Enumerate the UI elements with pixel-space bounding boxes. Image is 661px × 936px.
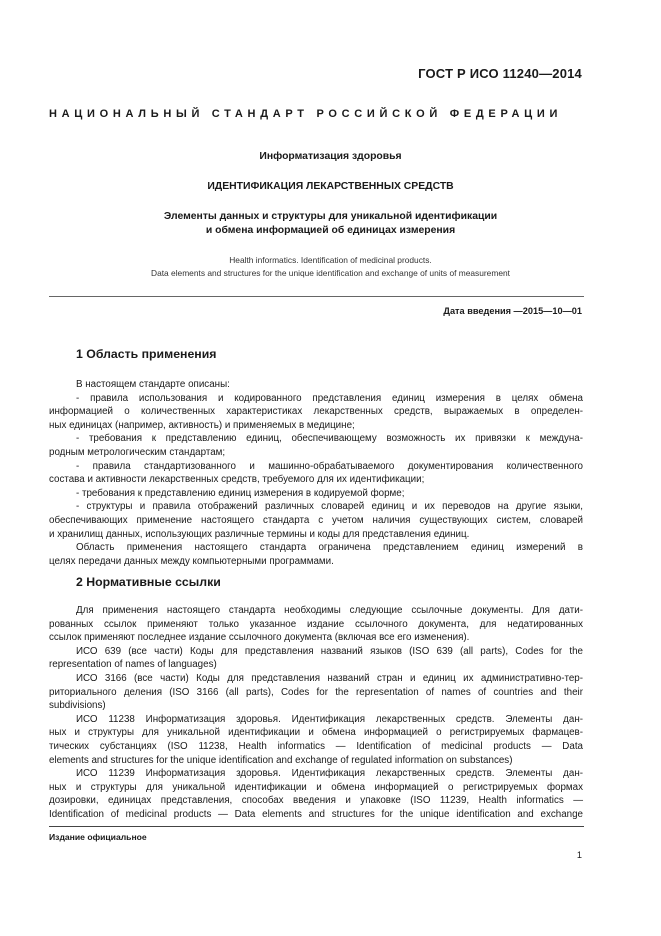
text-line: ИСО 11239 Информатизация здоровья. Идентификация лекарственных средств. Элементы дан- bbox=[76, 768, 583, 780]
section-1-heading: 1 Область применения bbox=[76, 347, 217, 361]
text-line: дозировки, единицах представления, способах введения и упаковке (ISO 11239, Health informatics — bbox=[49, 795, 583, 807]
edition-label: Издание официальное bbox=[49, 832, 147, 842]
subtitle-line: и обмена информацией об единицах измерения bbox=[205, 225, 456, 236]
standard-code: ГОСТ Р ИСО 11240—2014 bbox=[418, 66, 582, 81]
text-line: - требования к представлению единиц, обеспечивающему возможность их привязки к междуна- bbox=[76, 433, 583, 445]
text-line: родным метрологическим стандартам; bbox=[49, 446, 226, 458]
text-line: состава и активности лекарственных средств, требуемого для их идентификации; bbox=[49, 474, 425, 486]
english-title-line: Data elements and structures for the unique identification and exchange of units of measurement bbox=[151, 268, 510, 278]
text-line: Для применения настоящего стандарта необходимы следующие ссылочные документы. Для дати- bbox=[76, 605, 583, 616]
header-divider bbox=[49, 296, 584, 297]
text-line: elements and structures for the unique identification and exchange of regulated information on substances) bbox=[49, 754, 513, 766]
national-standard-banner: НАЦИОНАЛЬНЫЙ СТАНДАРТ РОССИЙСКОЙ ФЕДЕРАЦИИ bbox=[49, 108, 563, 120]
text-line: целях передачи данных между компьютерными программами. bbox=[49, 555, 334, 567]
text-line: тических субстанциях (ISO 11238, Health informatics — Identification of medicinal products — Data bbox=[49, 740, 583, 752]
text-line: ИСО 11238 Информатизация здоровья. Идентификация лекарственных средств. Элементы дан- bbox=[76, 713, 583, 725]
title-english bbox=[0, 254, 661, 280]
text-line: subdivisions) bbox=[49, 700, 106, 712]
text-line: ссылок применяют последнее издание ссылочного документа (включая все его изменения). bbox=[49, 632, 470, 644]
text-line: ИСО 639 (все части) Коды для представления названий языков (ISO 639 (all parts), Codes for the bbox=[76, 645, 583, 657]
text-line: ных единицах (например, активность) и применяемых в медицине; bbox=[49, 419, 355, 431]
text-line: рованных ссылок применяют только указанное издание ссылочного документа, для недатированных bbox=[49, 618, 583, 630]
text-line: ИСО 3166 (все части) Коды для представления названий стран и единиц их административно-тер- bbox=[76, 672, 583, 684]
introduction-date: Дата введения —2015—10—01 bbox=[443, 306, 582, 316]
text-line: риториального деления (ISO 3166 (all parts), Codes for the representation of names of countries and their bbox=[49, 686, 583, 698]
title-group: Информатизация здоровья bbox=[259, 151, 402, 162]
text-line: и хранилищ данных, использующих различные термины и коды для представления единиц. bbox=[49, 528, 470, 540]
text-line: - правила стандартизованного и машинно-обрабатываемого документирования количественного bbox=[76, 460, 583, 472]
text-line: ных и структуры для уникальной идентификации и обмена информацией о регистрируемых фармацев- bbox=[49, 727, 583, 739]
section-2-body bbox=[49, 604, 583, 822]
subtitle-line: Элементы данных и структуры для уникальной идентификации bbox=[163, 211, 498, 222]
section-1-body bbox=[49, 378, 583, 568]
text-line: ных и структуры для уникальной идентификации и обмена информацией о регистрируемых формах bbox=[49, 781, 583, 793]
title-main: ИДЕНТИФИКАЦИЯ ЛЕКАРСТВЕННЫХ СРЕДСТВ bbox=[207, 181, 454, 192]
english-title-line: Health informatics. Identification of medicinal products. bbox=[229, 255, 432, 265]
text-line: - требования к представлению единиц измерения в кодируемой форме; bbox=[76, 487, 405, 499]
text-line: Область применения настоящего стандарта ограничена представлением единиц измерений в bbox=[76, 542, 583, 554]
text-line: representation of names of languages) bbox=[49, 659, 217, 671]
text-line: - правила использования и кодированного представления единиц измерения в целях обмена bbox=[76, 392, 583, 404]
text-line: Identification of medicinal products — Data elements and structures for the unique identification and exchange bbox=[49, 808, 583, 820]
section-2-heading: 2 Нормативные ссылки bbox=[76, 575, 221, 589]
title-subtitle bbox=[0, 210, 661, 238]
page-number: 1 bbox=[576, 850, 582, 860]
text-line: В настоящем стандарте описаны: bbox=[76, 379, 230, 390]
text-line: информацией о количественных характеристиках лекарственных средств, выражаемых в определен- bbox=[49, 406, 583, 418]
text-line: - структуры и правила отображений различных словарей единиц и их переводов на другие языки, bbox=[76, 501, 583, 513]
text-line: обеспечивающих применение настоящего стандарта с учетом наличия существующих систем, словарей bbox=[49, 514, 583, 526]
footer-divider bbox=[49, 826, 584, 827]
